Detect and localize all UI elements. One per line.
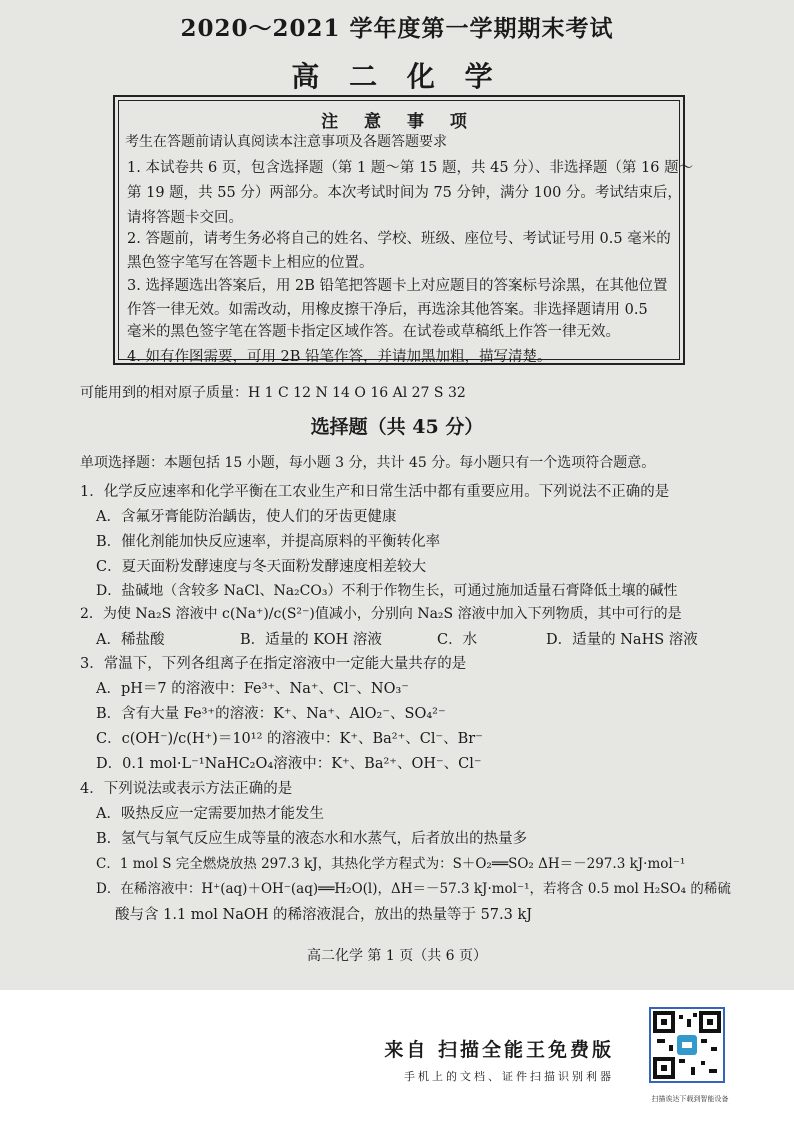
scanner-tagline: 手机上的文档、证件扫描识别利器: [404, 1070, 614, 1083]
notice-line: 1. 本试卷共 6 页，包含选择题（第 1 题～第 15 题，共 45 分）、非选择题（第 16 题～: [127, 160, 694, 176]
subject-title: 高 二 化 学: [291, 60, 503, 93]
question-2-option-d: D．适量的 NaHS 溶液: [546, 632, 698, 648]
question-4-stem: 4．下列说法或表示方法正确的是: [80, 781, 293, 797]
notice-intro: 考生在答题前请认真阅读本注意事项及各题答题要求: [125, 134, 447, 150]
question-4-option-d-continued: 酸与含 1.1 mol NaOH 的稀溶液混合，放出的热量等于 57.3 kJ: [115, 907, 533, 923]
question-1-stem: 1．化学反应速率和化学平衡在工农业生产和日常生活中都有重要应用。下列说法不正确的是: [80, 484, 670, 500]
notice-heading: 注 意 事 项: [321, 112, 477, 132]
notice-line: 4. 如有作图需要，可用 2B 铅笔作答，并请加黑加粗，描写清楚。: [127, 349, 552, 365]
notice-line: 2. 答题前，请考生务必将自己的姓名、学校、班级、座位号、考试证号用 0.5 毫米的: [127, 231, 671, 247]
notice-line: 第 19 题，共 55 分）两部分。本次考试时间为 75 分钟，满分 100 分。考试结束后，: [127, 185, 682, 201]
atomic-masses: 可能用到的相对原子质量：H 1 C 12 N 14 O 16 Al 27 S 32: [80, 385, 466, 401]
question-1-option-c: C．夏天面粉发酵速度与冬天面粉发酵速度相差较大: [96, 559, 427, 575]
notice-line: 黑色签字笔写在答题卡上相应的位置。: [127, 255, 374, 271]
question-2-option-b: B．适量的 KOH 溶液: [240, 632, 382, 648]
question-3-stem: 3．常温下，下列各组离子在指定溶液中一定能大量共存的是: [80, 656, 467, 672]
question-4-option-b: B．氢气与氧气反应生成等量的液态水和水蒸气，后者放出的热量多: [96, 831, 528, 847]
question-2-option-c: C．水: [437, 632, 478, 648]
qr-code-graphic: [651, 1009, 723, 1081]
question-3-option-a: A．pH＝7 的溶液中：Fe³⁺、Na⁺、Cl⁻、NO₃⁻: [96, 681, 409, 697]
section-intro: 单项选择题：本题包括 15 小题，每小题 3 分，共计 45 分。每小题只有一个选项符合题意。: [80, 455, 656, 471]
question-1-option-d: D．盐碱地（含较多 NaCl、Na₂CO₃）不利于作物生长，可通过施加适量石膏降低土壤的碱性: [96, 583, 678, 599]
notice-inner-border: [118, 100, 694, 365]
question-4-option-a: A．吸热反应一定需要加热才能发生: [96, 806, 324, 822]
qr-code-icon[interactable]: [649, 1007, 725, 1083]
section-title: 选择题（共 45 分）: [310, 416, 484, 438]
question-4-option-d: D．在稀溶液中：H⁺(aq)＋OH⁻(aq)══H₂O(l)，ΔH＝－57.3 kJ·mol⁻¹，若将含 0.5 mol H₂SO₄ 的稀硫: [96, 881, 731, 897]
question-3-option-c: C．c(OH⁻)/c(H⁺)＝10¹² 的溶液中：K⁺、Ba²⁺、Cl⁻、Br⁻: [96, 731, 483, 747]
notice-line: 作答一律无效。如需改动，用橡皮擦干净后，再选涂其他答案。非选择题请用 0.5: [127, 302, 648, 318]
question-1-option-a: A．含氟牙膏能防治龋齿，使人们的牙齿更健康: [96, 509, 397, 525]
notice-box: [113, 95, 694, 365]
question-2-option-a: A．稀盐酸: [96, 632, 165, 648]
exam-title: 2020～2021 学年度第一学期期末考试: [180, 15, 614, 42]
scanner-brand: 来自 扫描全能王免费版: [384, 1039, 614, 1061]
notice-line: 3. 选择题选出答案后，用 2B 铅笔把答题卡上对应题目的答案标号涂黑，在其他位置: [127, 278, 668, 294]
question-3-option-b: B．含有大量 Fe³⁺的溶液：K⁺、Na⁺、AlO₂⁻、SO₄²⁻: [96, 706, 446, 722]
question-4-option-c: C．1 mol S 完全燃烧放热 297.3 kJ，其热化学方程式为：S＋O₂══SO₂ ΔH＝－297.3 kJ·mol⁻¹: [96, 856, 686, 872]
qr-caption: 扫描诶达下载到智能设备: [651, 1095, 729, 1103]
notice-line: 请将答题卡交回。: [127, 210, 243, 226]
notice-line: 毫米的黑色签字笔在答题卡指定区域作答。在试卷或草稿纸上作答一律无效。: [127, 324, 620, 340]
question-2-stem: 2．为使 Na₂S 溶液中 c(Na⁺)/c(S²⁻)值减小，分别向 Na₂S 溶液中加入下列物质，其中可行的是: [80, 606, 682, 622]
page-footer: 高二化学 第 1 页（共 6 页）: [306, 948, 488, 964]
question-1-option-b: B．催化剂能加快反应速率，并提高原料的平衡转化率: [96, 534, 441, 550]
question-3-option-d: D．0.1 mol·L⁻¹NaHC₂O₄溶液中：K⁺、Ba²⁺、OH⁻、Cl⁻: [96, 756, 482, 772]
